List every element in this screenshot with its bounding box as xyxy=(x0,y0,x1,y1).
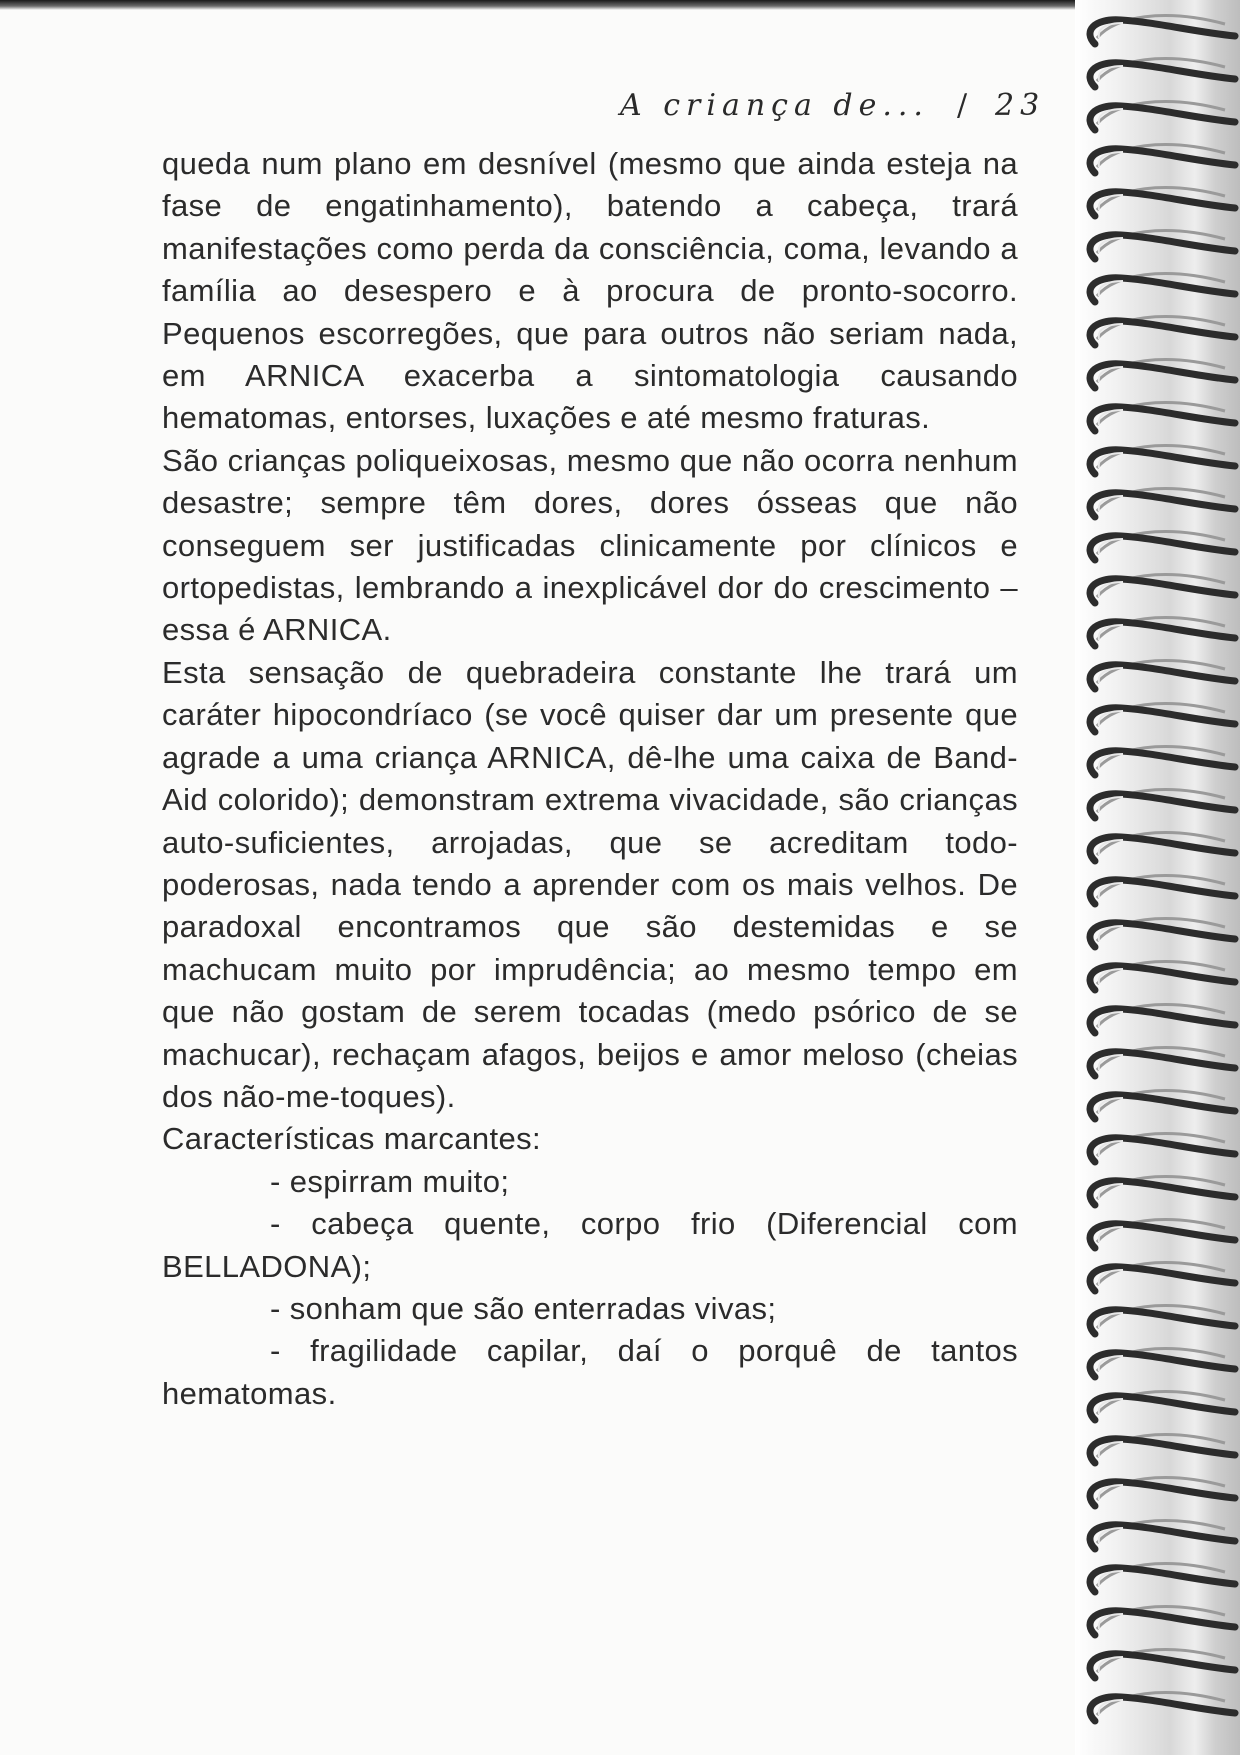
paragraph-2: São crianças poliqueixosas, mesmo que não ocorra nenhum desastre; sempre têm dores, dores ósseas que não conseguem ser justificadas clinicamente por clínicos e ortopedistas, lembrando a inexplicável dor do crescimento – essa é ARNICA. xyxy=(162,442,1018,648)
spiral-coil xyxy=(1090,102,1235,130)
body-text xyxy=(162,143,1018,1415)
list-item: - espirram muito; xyxy=(270,1163,510,1199)
spiral-coil xyxy=(1090,1392,1235,1420)
spiral-coil xyxy=(1090,876,1235,904)
spiral-coil xyxy=(1090,1693,1235,1721)
running-header-title: A criança de... xyxy=(620,88,929,123)
paragraph-1: queda num plano em desnível (mesmo que ainda esteja na fase de engatinhamento), batendo a cabeça, trará manifestações como perda da consciência, coma, levando a família ao desespero e à procura de pronto-socorro. Pequenos escorregões, que para outros não seriam nada, em ARNICA exacerba a sintomatologia causando hematomas, entorses, luxações e até mesmo fraturas. xyxy=(162,146,1018,436)
page-top-edge xyxy=(0,0,1240,10)
spiral-coil xyxy=(1090,1521,1235,1549)
spiral-coil xyxy=(1090,1349,1235,1377)
spiral-coil xyxy=(1090,1263,1235,1291)
spiral-coil xyxy=(1090,661,1235,689)
spiral-coil xyxy=(1090,1650,1235,1678)
spiral-coil xyxy=(1090,618,1235,646)
spiral-binding xyxy=(1075,0,1240,1755)
spiral-coil xyxy=(1090,919,1235,947)
spiral-coil xyxy=(1090,1564,1235,1592)
spiral-coil xyxy=(1090,575,1235,603)
spiral-coil xyxy=(1090,360,1235,388)
list-item: - sonham que são enterradas vivas; xyxy=(270,1290,777,1326)
list-item: - fragilidade capilar, daí o porquê de tantos hematomas. xyxy=(162,1333,1018,1411)
spiral-coil xyxy=(1090,1435,1235,1463)
list-item: - cabeça quente, corpo frio (Diferencial com BELLADONA); xyxy=(162,1206,1018,1284)
spiral-coil xyxy=(1090,532,1235,560)
spiral-coil xyxy=(1090,1607,1235,1635)
running-header xyxy=(620,88,1046,123)
paragraph-3: Esta sensação de quebradeira constante lhe trará um caráter hipocondríaco (se você quiser dar um presente que agrade a uma criança ARNICA, dê-lhe uma caixa de Band-Aid colorido); demonstram extrema vivacidade, são crianças auto-suficientes, arrojadas, que se acreditam todo-poderosas, nada tendo a aprender com os mais velhos. De paradoxal encontramos que são destemidas e se machucam muito por imprudência; ao mesmo tempo em que não gostam de serem tocadas (medo psórico de se machucar), rechaçam afagos, beijos e amor meloso (cheias dos não-me-toques). xyxy=(162,654,1018,1114)
spiral-coil xyxy=(1090,16,1235,44)
spiral-coil xyxy=(1090,1134,1235,1162)
spiral-coil xyxy=(1090,704,1235,732)
spiral-coil xyxy=(1090,1177,1235,1205)
spiral-coil xyxy=(1090,403,1235,431)
spiral-coil xyxy=(1090,489,1235,517)
spiral-coil xyxy=(1090,188,1235,216)
spiral-coil xyxy=(1090,962,1235,990)
running-header-separator: / xyxy=(956,88,974,123)
list-heading: Características marcantes: xyxy=(162,1121,542,1157)
spiral-coil xyxy=(1090,231,1235,259)
spiral-coil xyxy=(1090,1048,1235,1076)
spiral-coil xyxy=(1090,1220,1235,1248)
spiral-coil xyxy=(1090,747,1235,775)
spiral-coil xyxy=(1090,317,1235,345)
spiral-coil xyxy=(1090,1306,1235,1334)
spiral-coils xyxy=(1075,0,1240,1755)
spiral-coil xyxy=(1090,145,1235,173)
spiral-coil xyxy=(1090,446,1235,474)
spiral-coil xyxy=(1090,274,1235,302)
spiral-coil xyxy=(1090,1091,1235,1119)
spiral-coil xyxy=(1090,1478,1235,1506)
spiral-coil xyxy=(1090,833,1235,861)
spiral-coil xyxy=(1090,790,1235,818)
spiral-coil xyxy=(1090,59,1235,87)
page-number: 23 xyxy=(995,88,1046,123)
spiral-coil xyxy=(1090,1005,1235,1033)
